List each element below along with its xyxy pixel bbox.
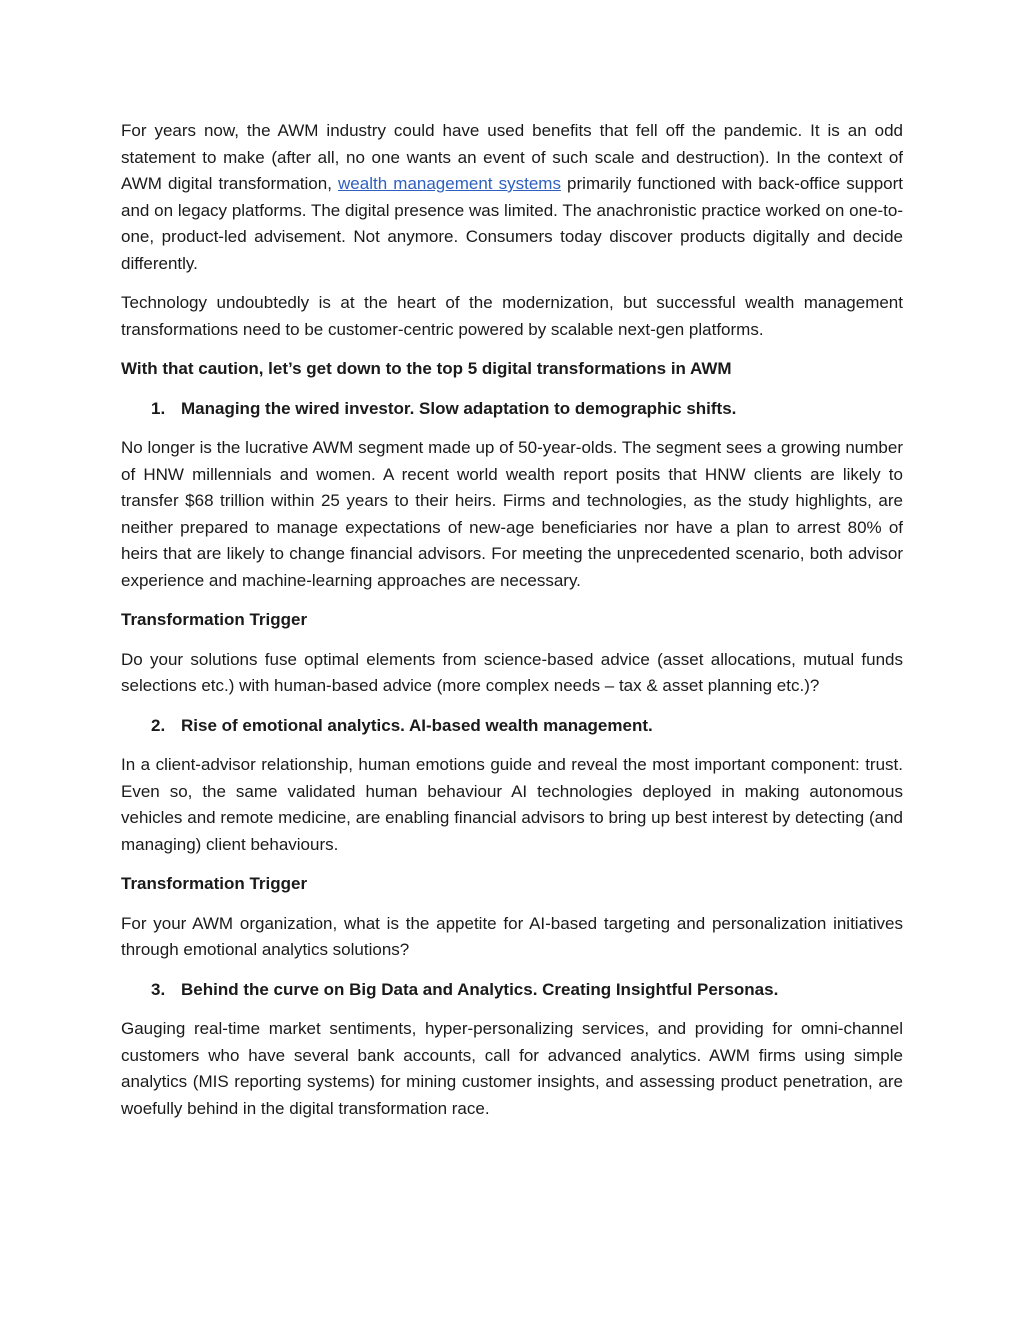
list-item-1-title: [121, 396, 903, 423]
list-item-2-text: Rise of emotional analytics. AI-based wealth management.: [181, 715, 653, 735]
paragraph-technology: Technology undoubtedly is at the heart of the modernization, but successful wealth management transformations need to be customer-centric powered by scalable next-gen platforms.: [121, 293, 903, 339]
list-item-2-number: 2.: [151, 715, 166, 735]
list-item-3-number: 3.: [151, 979, 166, 999]
paragraph-intro: [121, 118, 903, 277]
list-item-1-text: Managing the wired investor. Slow adaptation to demographic shifts.: [181, 398, 737, 418]
paragraph-big-data: Gauging real-time market sentiments, hyper-personalizing services, and providing for omni-channel customers who have several bank accounts, call for advanced analytics. AWM firms using simple analytics (MIS reporting systems) for mining customer insights, and assessing product penetration, are woefully behind in the digital transformation race.: [121, 1019, 903, 1118]
paragraph-demographics: No longer is the lucrative AWM segment made up of 50-year-olds. The segment sees a growing number of HNW millennials and women. A recent world wealth report posits that HNW clients are likely to transfer $68 trillion within 25 years to their heirs. Firms and technologies, as the study highlights, are neither prepared to manage expectations of new-age beneficiaries nor have a plan to arrest 80% of heirs that are likely to change financial advisors. For meeting the unprecedented scenario, both advisor experience and machine-learning approaches are necessary.: [121, 438, 903, 590]
list-item-1-number: 1.: [151, 398, 166, 418]
list-item-3-text: Behind the curve on Big Data and Analytics. Creating Insightful Personas.: [181, 979, 779, 999]
paragraph-emotional-analytics: In a client-advisor relationship, human emotions guide and reveal the most important component: trust. Even so, the same validated human behaviour AI technologies deployed in making autonomous vehicles and remote medicine, are enabling financial advisors to bring up best interest by detecting (and managing) client behaviours.: [121, 755, 903, 854]
paragraph-trigger-2: For your AWM organization, what is the appetite for AI-based targeting and personalization initiatives through emotional analytics solutions?: [121, 913, 903, 959]
paragraph-intro-text-after: primarily functioned with back-office support and on legacy platforms. The digital presence was limited. The anachronistic practice worked on one-to-one, product-led advisement. Not anymore. Consumers today discover products digitally and decide differently.: [121, 174, 903, 273]
list-item-3-title: [121, 977, 903, 1004]
section-heading-intro: With that caution, let’s get down to the top 5 digital transformations in AWM: [121, 359, 732, 378]
transformation-trigger-heading-1: Transformation Trigger: [121, 610, 308, 629]
paragraph-trigger-1: Do your solutions fuse optimal elements from science-based advice (asset allocations, mutual funds selections etc.) with human-based advice (more complex needs – tax & asset planning etc.)?: [121, 649, 903, 695]
transformation-trigger-heading-2: Transformation Trigger: [121, 874, 308, 893]
wealth-management-systems-link[interactable]: wealth management systems: [338, 174, 561, 193]
paragraph-intro-text-before: For years now, the AWM industry could have used benefits that fell off the pandemic. It is an odd statement to make (after all, no one wants an event of such scale and destruction). In the context of AWM digital transformation,: [121, 121, 903, 193]
list-item-2-title: [121, 713, 903, 740]
document-body: [121, 118, 903, 1135]
